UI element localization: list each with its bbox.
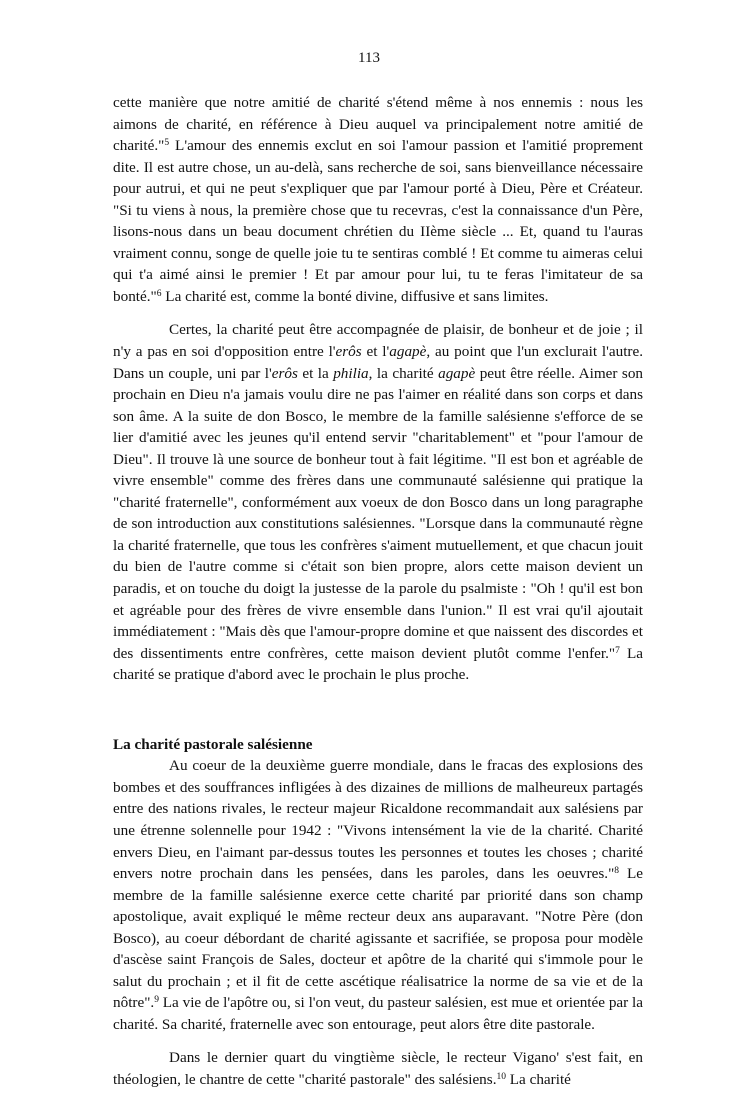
section-heading: La charité pastorale salésienne — [113, 735, 313, 753]
text-run: et la — [297, 364, 334, 382]
paragraph-4 — [113, 1047, 643, 1090]
text-run: La vie de l'apôtre ou, si l'on veut, du pasteur salésien, est mue et orientée par la charité. Sa charité, fraternelle avec son entourage, peut alors être dite pastorale. — [113, 994, 643, 1033]
italic-term: agapè — [438, 364, 476, 382]
italic-term: erôs — [335, 343, 362, 361]
text-run: La charité — [505, 1070, 571, 1088]
text-run: Le membre de la famille salésienne exerce cette charité par priorité dans son champ apostolique, avait expliqué le même recteur deux ans auparavant. "Notre Père (don Bosco), au coeur débordant de charité agissante et sacrifiée, se proposa pour modèle d'ascèse saint François de Sales, docteur et apôtre de la charité qui s'immole pour le salut du prochain ; et il fit de cette ascétique réalisatrice la norme de sa vie et de la nôtre". — [113, 865, 643, 1012]
text-run: Au coeur de la deuxième guerre mondiale, dans le fracas des explosions des bombes et des souffrances infligées à des dizaines de millions de malheureux partagés entre des nations rivales, le recteur majeur Ricaldone recommandait aux salésiens par une étrenne solennelle pour 1942 : "Vivons intensément la vie de la charité. Charité envers Dieu, en l'aimant par-dessus toutes les personnes et toutes les choses ; charité envers notre prochain dans les pensées, dans les paroles, dans les oeuvres." — [113, 757, 643, 883]
paragraph-3 — [113, 755, 643, 1035]
text-run: , la charité — [368, 364, 439, 382]
italic-term: erôs — [271, 364, 298, 382]
italic-term: agapè — [389, 343, 427, 361]
text-run: , au point que l'un exclurait l'autre. Dans un couple, uni par l' — [113, 343, 644, 382]
text-run: L'amour des ennemis exclut en soi l'amour passion et l'amitié proprement dite. Il est autre chose, un au-delà, sans recherche de soi, sans bienveillance nécessaire pour autrui, et qui ne peut s'expliquer que par l'amour porté à Dieu, Père et Créateur. "Si tu viens à nous, la première chose que tu recevras, c'est la connaissance d'un Père, lisons-nous dans un beau document chrétien du IIème siècle ... Et, quand tu l'auras vraiment connu, songe de quelle joie tu te sentiras comblé ! Et comme tu aimeras celui qui t'a aimé ainsi le premier ! Et par amour pour lui, tu te feras l'imitateur de sa bonté." — [113, 137, 643, 305]
paragraph-1 — [113, 92, 643, 307]
text-run: peut être réelle. Aimer son prochain en Dieu n'a jamais voulu dire ne pas l'aimer en réalité dans son corps et dans son âme. A la suite de don Bosco, le membre de la famille salésienne s'efforce de se lier d'amitié avec les jeunes qu'il entend servir "charitablement" et "pour l'amour de Dieu". Il trouve là une source de bonheur tout à fait légitime. "Il est bon et agréable de vivre ensemble" comme des frères dans une communauté salésienne qui pratique la "charité fraternelle", conformément aux voeux de don Bosco dans un long paragraphe de son introduction aux constitutions salésiennes. "Lorsque dans la communauté règne la charité fraternelle, que tous les confrères s'aiment mutuellement, et que chacun jouit du bien de l'autre comme si c'était son bien propre, alors cette maison devient un paradis, et on touche du doigt la justesse de la parole du psalmiste : "Oh ! qu'il est bon et agréable pour des frères de vivre ensemble dans l'union." Il est vrai qu'il ajoutait immédiatement : "Mais dès que l'amour-propre domine et que naissent des discordes et des dissentiments entre confrères, cette maison devient plutôt comme l'enfer." — [113, 364, 644, 662]
text-run: et l' — [361, 343, 390, 361]
text-run: Certes, la charité peut être accompagnée de plaisir, de bonheur et de joie ; il n'y a pas en soi d'opposition entre l' — [113, 321, 643, 361]
text-run: Dans le dernier quart du vingtième siècle, le recteur Vigano' s'est fait, en théologien, le chantre de cette "charité pastorale" des salésiens. — [113, 1049, 643, 1088]
page-number: 113 — [358, 50, 380, 66]
body-text — [113, 92, 643, 1091]
footnote-ref: 10 — [496, 1071, 506, 1082]
footnote-ref: 5 — [164, 138, 170, 149]
text-run: cette manière que notre amitié de charité s'étend même à nos ennemis : nous les aimons de charité, en référence à Dieu auquel va principalement notre amitié de charité." — [113, 94, 643, 155]
paragraph-2 — [113, 319, 643, 685]
text-run: La charité est, comme la bonté divine, diffusive et sans limites. — [161, 287, 549, 305]
footnote-ref: 6 — [156, 288, 162, 299]
footnote-ref: 7 — [615, 645, 620, 656]
italic-term: philia — [333, 364, 369, 382]
footnote-ref: 8 — [614, 866, 620, 877]
section — [113, 734, 643, 1036]
text-run: La charité se pratique d'abord avec le prochain le plus proche. — [113, 644, 643, 684]
footnote-ref: 9 — [154, 995, 159, 1006]
